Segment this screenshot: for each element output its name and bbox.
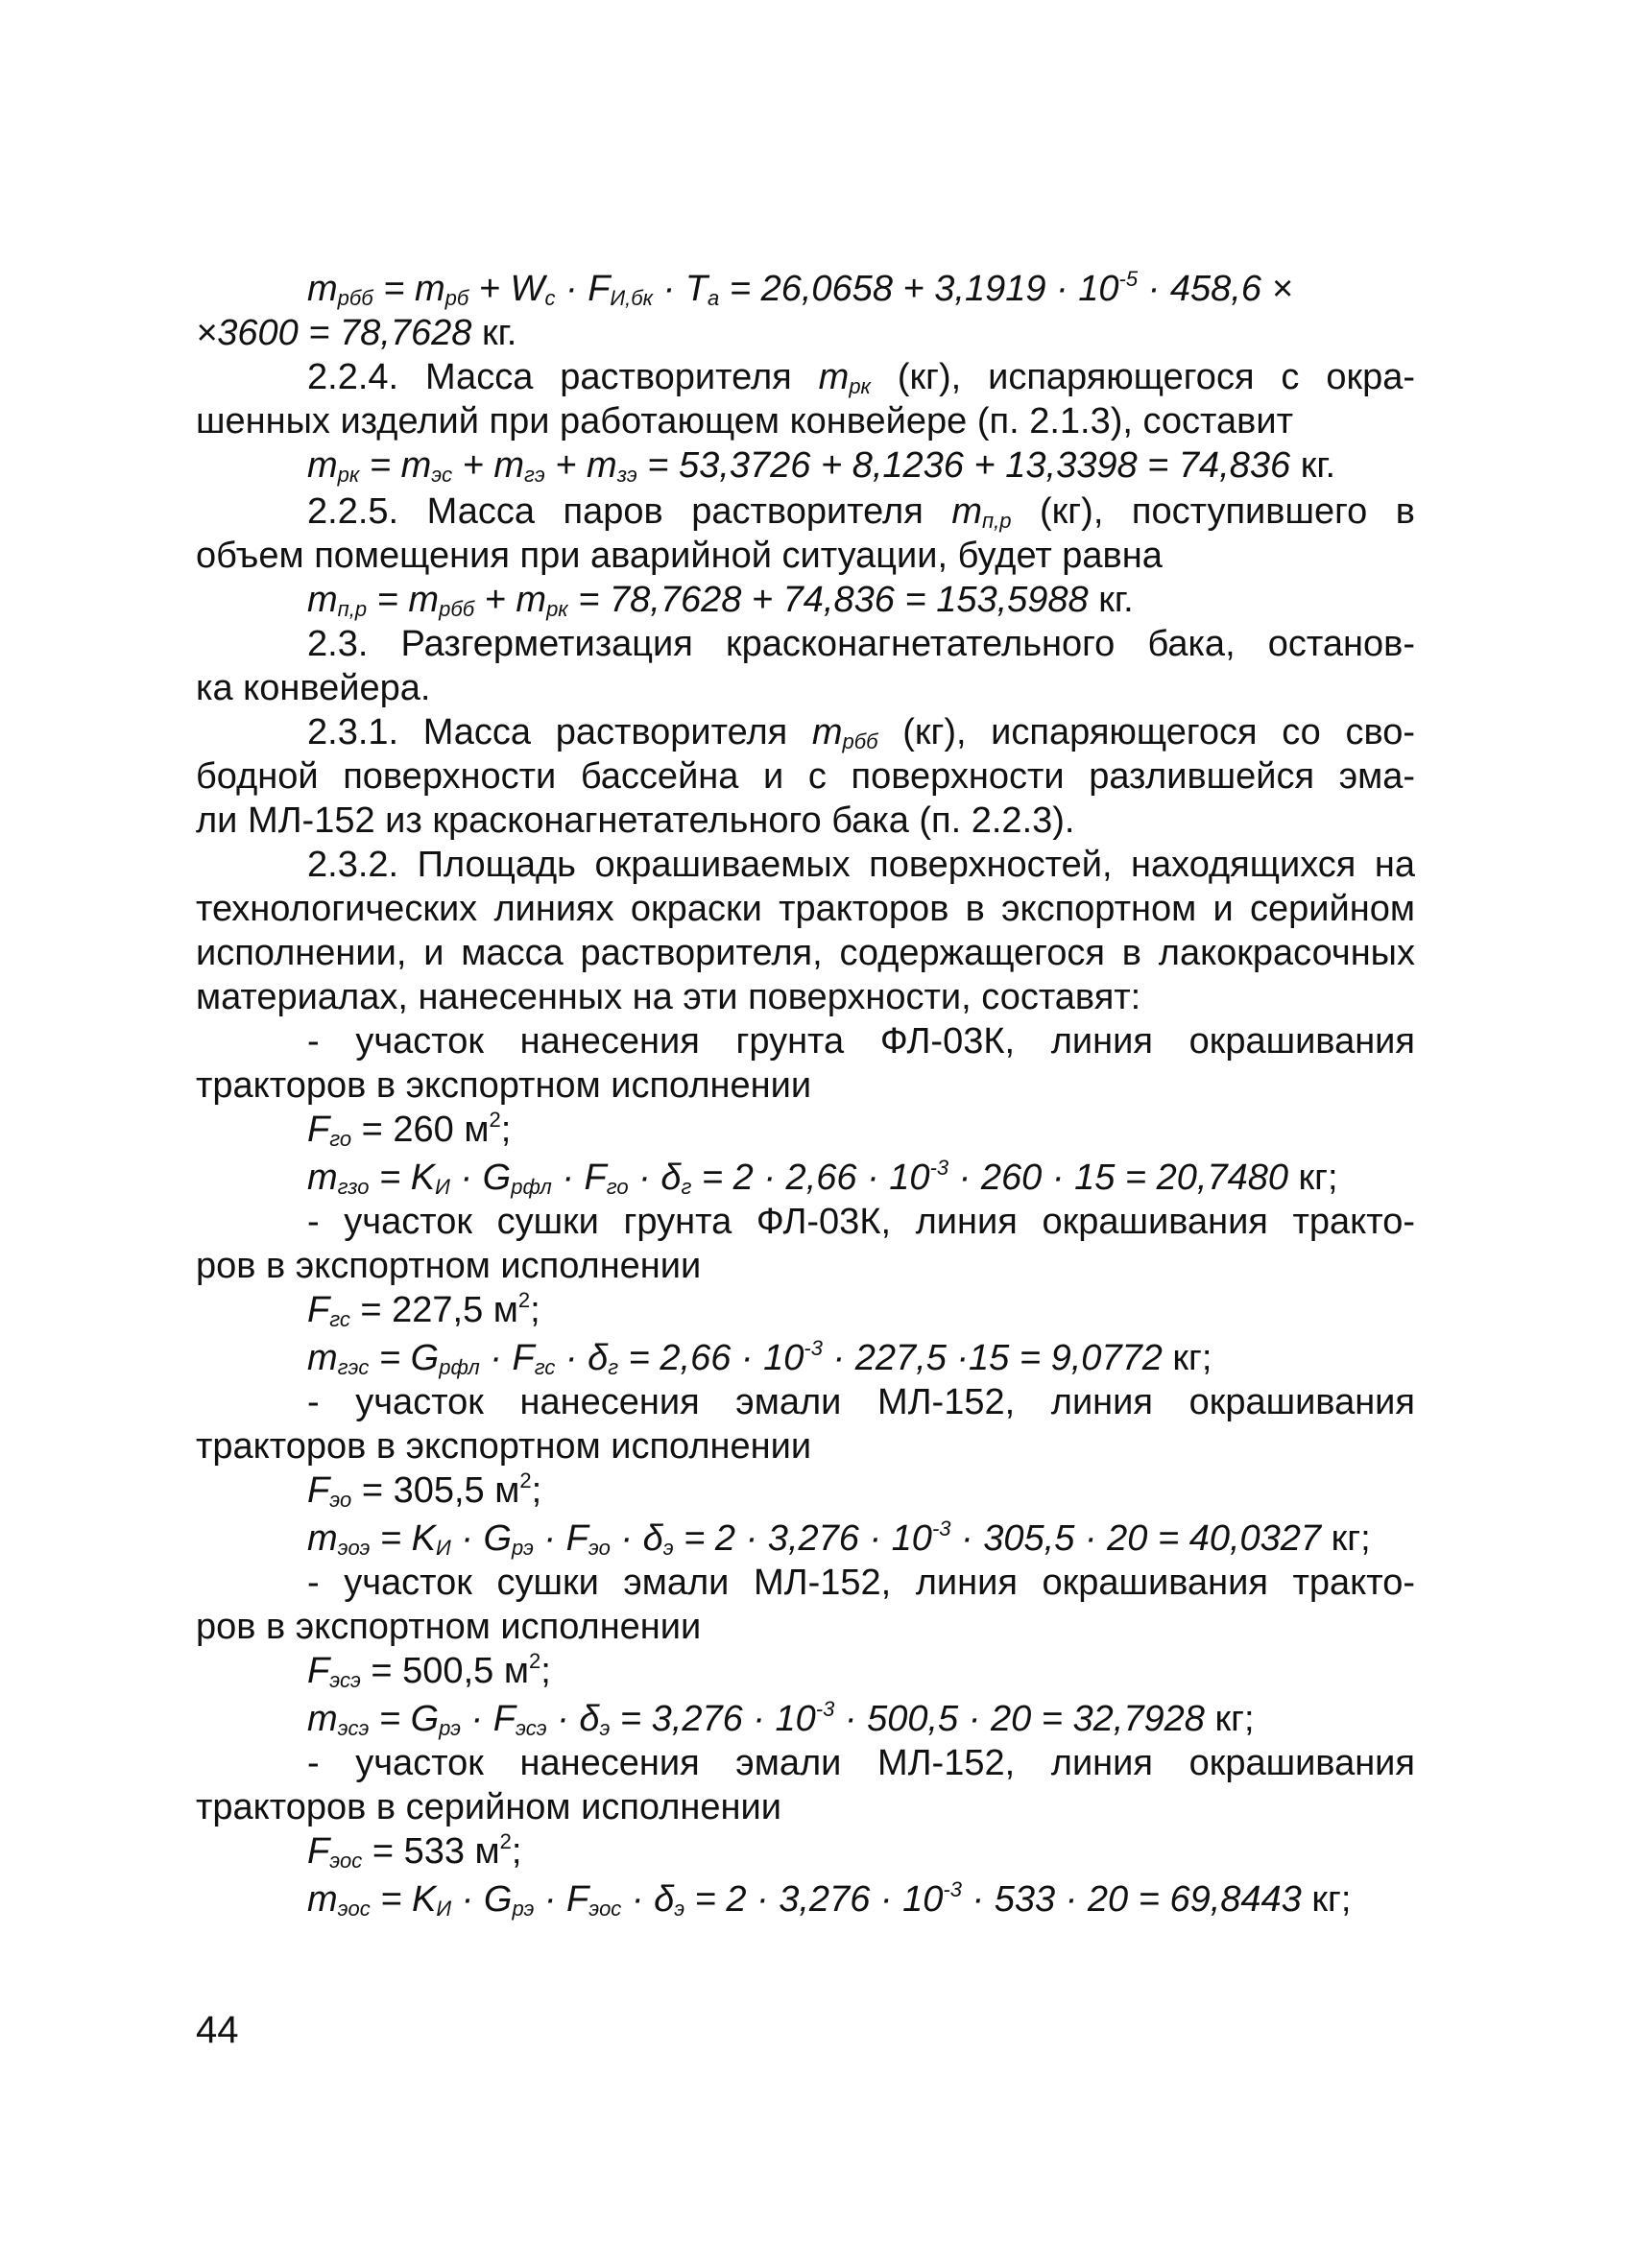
item-grunt-sushka-line2: ров в экспортном исполнении xyxy=(196,1246,702,1286)
value-F-gs: $F_{гс} = 227,5$ $м^2$; xyxy=(307,1288,540,1331)
paragraph-2-3-line2: ка конвейера. xyxy=(196,668,431,708)
paragraph-2-3-1-line1: 2.3.1. Масса растворителя $m_{рбб}$ (кг), испаряющегося со сво- xyxy=(307,712,1416,753)
paragraph-2-3-2-line3: исполнении, и масса растворителя, содержащегося в лакокрасочных xyxy=(196,933,1415,973)
paragraph-2-3-1-line3: ли МЛ-152 из красконагнетательного бака (п. 2.2.3). xyxy=(196,800,1075,841)
formula-m-ges: $m_{гэс} = G_{рфл} \cdot F_{гс} \cdot \delta_г = 2,66 \cdot 10^{-3} \cdot 227,5 \cdot 15 = 9,0772$ кг; xyxy=(307,1336,1212,1379)
paragraph-2-3-2-line2: технологических линиях окраски тракторов в экспортном и серийном xyxy=(196,889,1415,929)
formula-m-rbb: $m_{рбб} = m_{рб} + W_c \cdot F_{И,бк} \cdot T_a = 26,0658 + 3,1919 \cdot 10^{-5} \cdot 458,6$ × xyxy=(307,267,1293,310)
formula-m-ese: $m_{эсэ} = G_{рэ} \cdot F_{эсэ} \cdot \delta_э = 3,276 \cdot 10^{-3} \cdot 500,5 \cdot 20 = 32,7928$ кг; xyxy=(307,1697,1255,1740)
paragraph-2-2-4-line2: шенных изделий при работающем конвейере (п. 2.1.3), составит xyxy=(196,401,1293,442)
paragraph-2-3-2-line1: 2.3.2. Площадь окрашиваемых поверхностей, находящихся на xyxy=(307,845,1415,885)
item-emal-sushka-line2: ров в экспортном исполнении xyxy=(196,1607,702,1647)
paragraph-2-3-line1: 2.3. Разгерметизация красконагнетательного бака, останов- xyxy=(307,624,1415,664)
formula-m-eos: $m_{эос} = K_И \cdot G_{рэ} \cdot F_{эос} \cdot \delta_э = 2 \cdot 3,276 \cdot 10^{-3} \cdot 533 \cdot 20 = 69,8443$ кг; xyxy=(307,1877,1352,1921)
item-grunt-sushka-line1: - участок сушки грунта ФЛ-03К, линия окрашивания тракто- xyxy=(307,1202,1415,1242)
value-F-eo: $F_{эо} = 305,5$ $м^2$; xyxy=(307,1468,542,1512)
value-F-eos: $F_{эос} = 533$ $м^2$; xyxy=(307,1829,522,1873)
value-F-go: $F_{го} = 260$ $м^2$; xyxy=(307,1108,512,1151)
formula-m-pr: $m_{п,р} = m_{рбб} + m_{рк} = 78,7628 + 74,836 = 153,5988$ кг. xyxy=(307,580,1134,621)
item-grunt-nanesenie-line1: - участок нанесения грунта ФЛ-03К, линия окрашивания xyxy=(307,1021,1415,1062)
formula-m-rbb-cont: ×3600 = 78,7628 кг. xyxy=(196,313,517,353)
paragraph-2-3-2-line4: материалах, нанесенных на эти поверхности, составят: xyxy=(196,977,1141,1017)
item-emal-nanesenie-serial-line2: тракторов в серийном исполнении xyxy=(196,1787,781,1827)
item-grunt-nanesenie-line2: тракторов в экспортном исполнении xyxy=(196,1065,812,1106)
value-F-ese: $F_{эсэ} = 500,5$ $м^2$; xyxy=(307,1649,551,1692)
paragraph-2-2-5-line1: 2.2.5. Масса паров растворителя $m_{п,р}$ (кг), поступившего в xyxy=(307,491,1415,533)
item-emal-nanesenie-export-line2: тракторов в экспортном исполнении xyxy=(196,1426,812,1467)
item-emal-nanesenie-export-line1: - участок нанесения эмали МЛ-152, линия окрашивания xyxy=(307,1382,1415,1422)
item-emal-sushka-line1: - участок сушки эмали МЛ-152, линия окрашивания тракто- xyxy=(307,1563,1415,1603)
paragraph-2-2-4-line1: 2.2.4. Масса растворителя $m_{рк}$ (кг), испаряющегося с окра- xyxy=(307,357,1415,398)
page-number: 44 xyxy=(196,2009,239,2051)
paragraph-2-2-5-line2: объем помещения при аварийной ситуации, будет равна xyxy=(196,536,1163,576)
formula-m-eoe: $m_{эоэ} = K_И \cdot G_{рэ} \cdot F_{эо} \cdot \delta_э = 2 \cdot 3,276 \cdot 10^{-3} \cdot 305,5 \cdot 20 = 40,0327$ кг; xyxy=(307,1516,1371,1560)
paragraph-2-3-1-line2: бодной поверхности бассейна и с поверхности разлившейся эма- xyxy=(196,756,1415,797)
item-emal-nanesenie-serial-line1: - участок нанесения эмали МЛ-152, линия окрашивания xyxy=(307,1743,1415,1783)
formula-m-rk: $m_{рк} = m_{эс} + m_{гэ} + m_{зэ} = 53,3726 + 8,1236 + 13,3398 = 74,836$ кг. xyxy=(307,445,1336,487)
formula-m-gzo: $m_{гзо} = K_И \cdot G_{рфл} \cdot F_{го} \cdot \delta_г = 2 \cdot 2,66 \cdot 10^{-3} \cdot 260 \cdot 15 = 20,7480$ кг; xyxy=(307,1156,1338,1199)
